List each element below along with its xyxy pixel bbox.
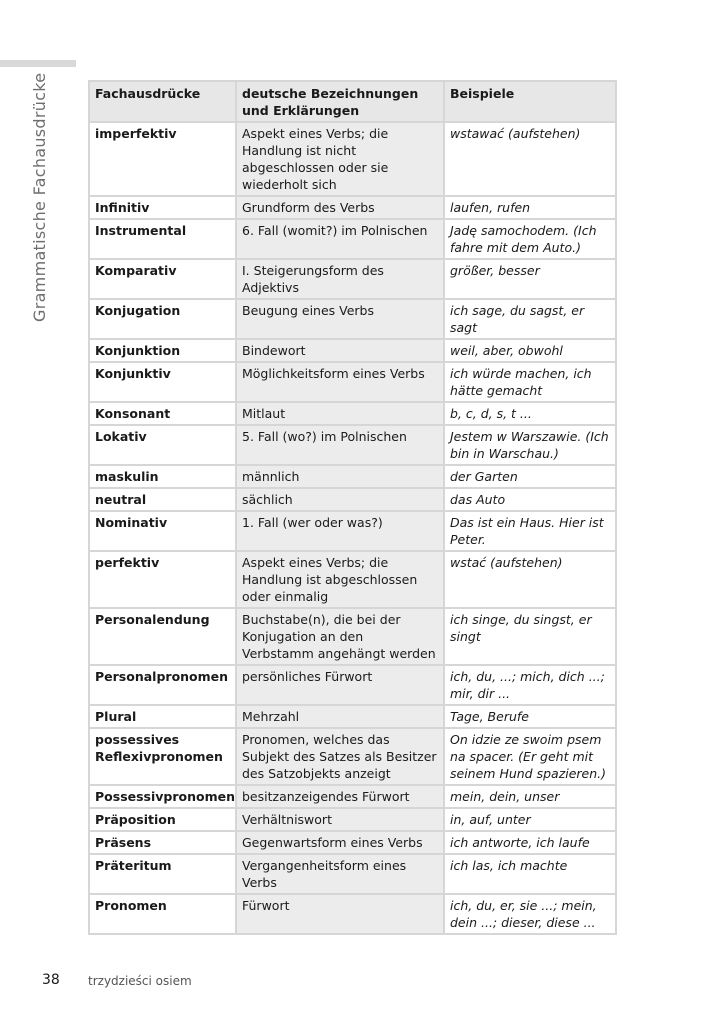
explanation-cell: 1. Fall (wer oder was?): [236, 511, 444, 551]
term-cell: neutral: [89, 488, 236, 511]
example-cell: ich las, ich machte: [444, 854, 616, 894]
example-cell: b, c, d, s, t ...: [444, 402, 616, 425]
example-cell: wstawać (aufstehen): [444, 122, 616, 196]
example-cell: weil, aber, obwohl: [444, 339, 616, 362]
term-cell: Possessivpronomen: [89, 785, 236, 808]
explanation-cell: Mitlaut: [236, 402, 444, 425]
example-cell: Jadę samochodem. (Ich fahre mit dem Auto.): [444, 219, 616, 259]
term-cell: Präsens: [89, 831, 236, 854]
term-cell: imperfektiv: [89, 122, 236, 196]
explanation-cell: Fürwort: [236, 894, 444, 934]
example-cell: On idzie ze swoim psem na spacer. (Er geht mit seinem Hund spazieren.): [444, 728, 616, 785]
term-cell: Präposition: [89, 808, 236, 831]
example-cell: ich sage, du sagst, er sagt: [444, 299, 616, 339]
term-cell: Pronomen: [89, 894, 236, 934]
table-row: [89, 854, 616, 894]
explanation-cell: sächlich: [236, 488, 444, 511]
table-row: [89, 488, 616, 511]
explanation-cell: Bindewort: [236, 339, 444, 362]
table-row: [89, 808, 616, 831]
example-cell: ich, du, ...; mich, dich ...; mir, dir ...: [444, 665, 616, 705]
term-cell: possessives Reflexivpronomen: [89, 728, 236, 785]
page-number: 38: [42, 972, 60, 988]
table-row: [89, 785, 616, 808]
explanation-cell: Verhältniswort: [236, 808, 444, 831]
term-cell: Konjunktion: [89, 339, 236, 362]
example-cell: ich antworte, ich laufe: [444, 831, 616, 854]
table-row: [89, 259, 616, 299]
example-cell: das Auto: [444, 488, 616, 511]
term-cell: perfektiv: [89, 551, 236, 608]
term-cell: Nominativ: [89, 511, 236, 551]
explanation-cell: Mehrzahl: [236, 705, 444, 728]
explanation-cell: Beugung eines Verbs: [236, 299, 444, 339]
term-cell: Lokativ: [89, 425, 236, 465]
example-cell: laufen, rufen: [444, 196, 616, 219]
table-row: [89, 299, 616, 339]
explanation-cell: Pronomen, welches das Subjekt des Satzes als Besitzer des Satzobjekts anzeigt: [236, 728, 444, 785]
term-cell: Konjugation: [89, 299, 236, 339]
explanation-cell: I. Steigerungsform des Adjektivs: [236, 259, 444, 299]
explanation-cell: männlich: [236, 465, 444, 488]
page-number-words: trzydzieści osiem: [88, 974, 192, 988]
term-cell: Personalendung: [89, 608, 236, 665]
explanation-cell: Grundform des Verbs: [236, 196, 444, 219]
term-cell: Plural: [89, 705, 236, 728]
term-cell: Komparativ: [89, 259, 236, 299]
table-row: [89, 425, 616, 465]
explanation-cell: Vergangenheitsform eines Verbs: [236, 854, 444, 894]
term-cell: Infinitiv: [89, 196, 236, 219]
explanation-cell: Gegenwartsform eines Verbs: [236, 831, 444, 854]
term-cell: Präteritum: [89, 854, 236, 894]
table-row: [89, 196, 616, 219]
example-cell: ich singe, du singst, er singt: [444, 608, 616, 665]
explanation-cell: persönliches Fürwort: [236, 665, 444, 705]
table-row: [89, 728, 616, 785]
term-cell: Konjunktiv: [89, 362, 236, 402]
term-cell: maskulin: [89, 465, 236, 488]
example-cell: ich, du, er, sie ...; mein, dein ...; dieser, diese ...: [444, 894, 616, 934]
table-row: [89, 339, 616, 362]
table-row: [89, 511, 616, 551]
explanation-cell: Buchstabe(n), die bei der Konjugation an den Verbstamm angehängt werden: [236, 608, 444, 665]
example-cell: wstać (aufstehen): [444, 551, 616, 608]
explanation-cell: Möglichkeitsform eines Verbs: [236, 362, 444, 402]
term-cell: Instrumental: [89, 219, 236, 259]
table-row: [89, 219, 616, 259]
table-row: [89, 665, 616, 705]
table-row: [89, 551, 616, 608]
header-example: Beispiele: [444, 81, 616, 122]
table-row: [89, 122, 616, 196]
example-cell: größer, besser: [444, 259, 616, 299]
example-cell: Jestem w Warszawie. (Ich bin in Warschau.): [444, 425, 616, 465]
table-row: [89, 362, 616, 402]
table-row: [89, 465, 616, 488]
explanation-cell: besitzanzeigendes Fürwort: [236, 785, 444, 808]
header-explanation: deutsche Bezeichnungen und Erklärungen: [236, 81, 444, 122]
header-term: Fachausdrücke: [89, 81, 236, 122]
example-cell: Tage, Berufe: [444, 705, 616, 728]
example-cell: Das ist ein Haus. Hier ist Peter.: [444, 511, 616, 551]
side-section-title: Grammatische Fachausdrücke: [30, 72, 49, 322]
table-row: [89, 831, 616, 854]
explanation-cell: Aspekt eines Verbs; die Handlung ist nicht abgeschlossen oder sie wiederholt sich: [236, 122, 444, 196]
example-cell: ich würde machen, ich hätte gemacht: [444, 362, 616, 402]
table-row: [89, 402, 616, 425]
glossary-table: [88, 80, 617, 935]
explanation-cell: 6. Fall (womit?) im Polnischen: [236, 219, 444, 259]
example-cell: mein, dein, unser: [444, 785, 616, 808]
table-header-row: [89, 81, 616, 122]
table-row: [89, 608, 616, 665]
explanation-cell: Aspekt eines Verbs; die Handlung ist abgeschlossen oder einmalig: [236, 551, 444, 608]
term-cell: Personalpronomen: [89, 665, 236, 705]
example-cell: in, auf, unter: [444, 808, 616, 831]
explanation-cell: 5. Fall (wo?) im Polnischen: [236, 425, 444, 465]
table-row: [89, 705, 616, 728]
table-row: [89, 894, 616, 934]
term-cell: Konsonant: [89, 402, 236, 425]
example-cell: der Garten: [444, 465, 616, 488]
